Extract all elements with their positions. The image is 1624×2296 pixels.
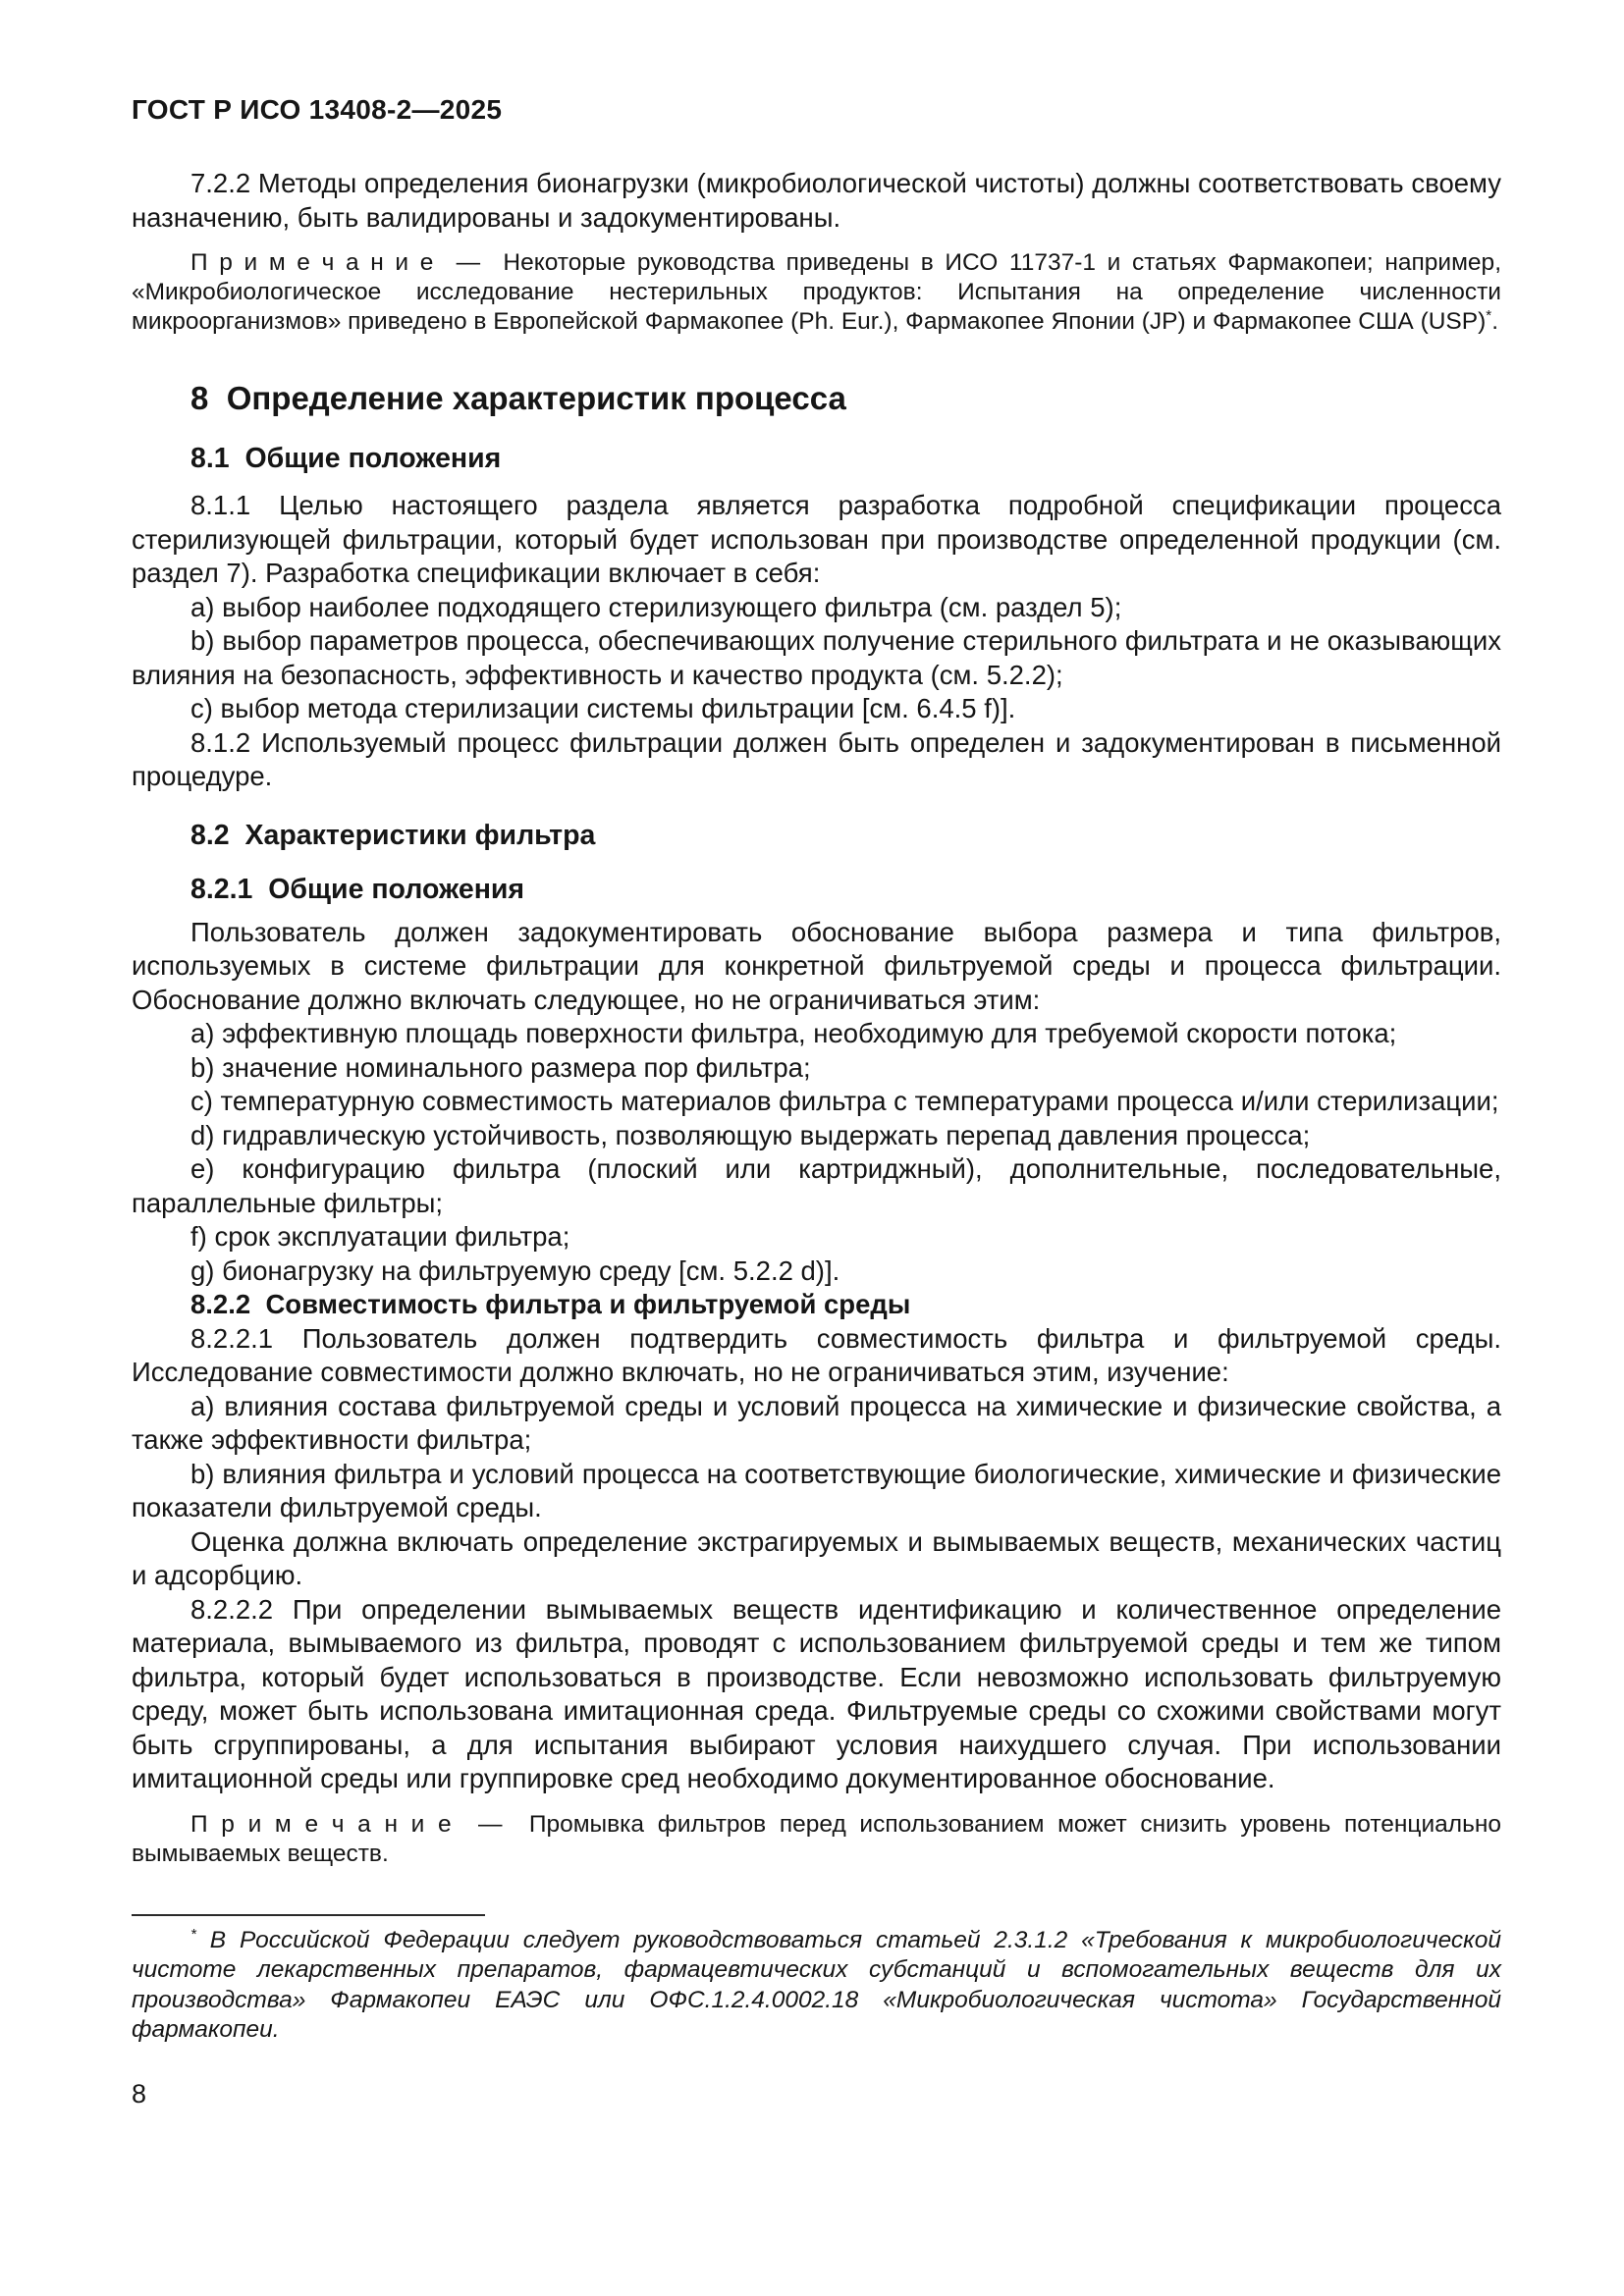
subsection-heading-8-2: 8.2 Характеристики фильтра [190, 819, 596, 851]
note-primechanie-1 [132, 248, 1501, 337]
section-heading-8: 8 Определение характеристик процесса [190, 380, 846, 416]
paragraph-8-1-2: 8.1.2 Используемый процесс фильтрации должен быть определен и задокументирован в письменной процедуре. [132, 726, 1501, 791]
footnote-ref-asterisk: * [1486, 306, 1492, 324]
note-primechanie-2: П р и м е ч а н и е — Промывка фильтров перед использованием может снизить уровень потенциально вымываемых веществ. [132, 1810, 1501, 1867]
page-number: 8 [132, 2078, 147, 2109]
list-item-8-1-1-c: c) выбор метода стерилизации системы фильтрации [см. 6.4.5 f)]. [190, 693, 1016, 723]
footnote-divider [132, 1914, 485, 1916]
list-item-8-2-1-d: d) гидравлическую устойчивость, позволяющую выдержать перепад давления процесса; [190, 1119, 1311, 1150]
list-item-8-2-1-g: g) бионагрузку на фильтруемую среду [см. 5.2.2 d)]. [190, 1255, 840, 1286]
list-item-8-2-2-1-b: b) влияния фильтра и условий процесса на соответствующие биологические, химические и физические показатели фильтруемой среды. [132, 1458, 1501, 1522]
paragraph-8-1-1: 8.1.1 Целью настоящего раздела является разработка подробной спецификации процесса стерилизующей фильтрации, который будет использован при производстве определенной продукции (см. раздел 7). Разработка спецификации включает в себя: [132, 490, 1501, 588]
footnote-block [132, 1914, 1501, 2046]
subsection-heading-8-2-2: 8.2.2 Совместимость фильтра и фильтруемой среды [190, 1289, 911, 1319]
footnote-marker: * [190, 1925, 196, 1943]
list-item-8-1-1-a: a) выбор наиболее подходящего стерилизующего фильтра (см. раздел 5); [190, 591, 1122, 622]
paragraph-evaluation: Оценка должна включать определение экстрагируемых и вымываемых веществ, механических частиц и адсорбцию. [132, 1525, 1501, 1590]
list-item-8-2-1-c: c) температурную совместимость материалов фильтра с температурами процесса и/или стерилизации; [190, 1086, 1499, 1116]
note-1-text: П р и м е ч а н и е — Некоторые руководства приведены в ИСО 11737-1 и статьях Фармакопеи; например, «Микробиологическое исследование нестерильных продуктов: Испытания на определение численности микроорганизмов» приведено в Европейской Фармакопее (Ph. Eur.), Фармакопее Японии (JP) и Фармакопее США (USP) [132, 249, 1501, 335]
note-1-tail: . [1491, 308, 1498, 335]
footnote [132, 1926, 1501, 2046]
list-item-8-2-1-f: f) срок эксплуатации фильтра; [190, 1221, 570, 1252]
list-item-8-2-1-e: e) конфигурацию фильтра (плоский или картриджный), дополнительные, последовательные, параллельные фильтры; [132, 1153, 1501, 1218]
list-item-8-1-1-b: b) выбор параметров процесса, обеспечивающих получение стерильного фильтрата и не оказывающих влияния на безопасность, эффективность и качество продукта (см. 5.2.2); [132, 625, 1501, 690]
paragraph-8-2-2-1: 8.2.2.1 Пользователь должен подтвердить совместимость фильтра и фильтруемой среды. Исследование совместимости должно включать, но не ограничиваться этим, изучение: [132, 1322, 1501, 1387]
paragraph-8-2-1: Пользователь должен задокументировать обоснование выбора размера и типа фильтров, используемых в системе фильтрации для конкретной фильтруемой среды и процесса фильтрации. Обоснование должно включать следующее, но не ограничиваться этим: [132, 916, 1501, 1015]
list-item-8-2-2-1-a: a) влияния состава фильтруемой среды и условий процесса на химические и физические свойства, а также эффективности фильтра; [132, 1390, 1501, 1455]
list-item-8-2-1-b: b) значение номинального размера пор фильтра; [190, 1051, 811, 1083]
list-item-8-2-1-a: a) эффективную площадь поверхности фильтра, необходимую для требуемой скорости потока; [190, 1018, 1397, 1048]
subsection-heading-8-1: 8.1 Общие положения [190, 443, 502, 474]
doc-code-header: ГОСТ Р ИСО 13408-2—2025 [132, 94, 503, 125]
paragraph-8-2-2-2: 8.2.2.2 При определении вымываемых веществ идентификацию и количественное определение материала, вымываемого из фильтра, проводят с использованием фильтруемой среды и тем же типом фильтра, который будет использоваться в производстве. Если невозможно использовать фильтруемую среду, может быть использована имитационная среда. Фильтруемые среды со схожими свойствами могут быть сгруппированы, а для испытания выбирают условия наихудшего случая. При использовании имитационной среды или группировке сред необходимо документированное обоснование. [132, 1593, 1501, 1793]
footnote-text: В Российской Федерации следует руководствоваться статьей 2.3.1.2 «Требования к микробиологической чистоте лекарственных препаратов, фармацевтических субстанций и вспомогательных веществ для их производства» Фармакопеи ЕАЭС или ОФС.1.2.4.0002.18 «Микробиологическая чистота» Государственной фармакопеи. [132, 1926, 1501, 2043]
subsection-heading-8-2-1: 8.2.1 Общие положения [190, 873, 525, 905]
paragraph-7-2-2: 7.2.2 Методы определения бионагрузки (микробиологической чистоты) должны соответствовать своему назначению, быть валидированы и задокументированы. [132, 168, 1501, 233]
